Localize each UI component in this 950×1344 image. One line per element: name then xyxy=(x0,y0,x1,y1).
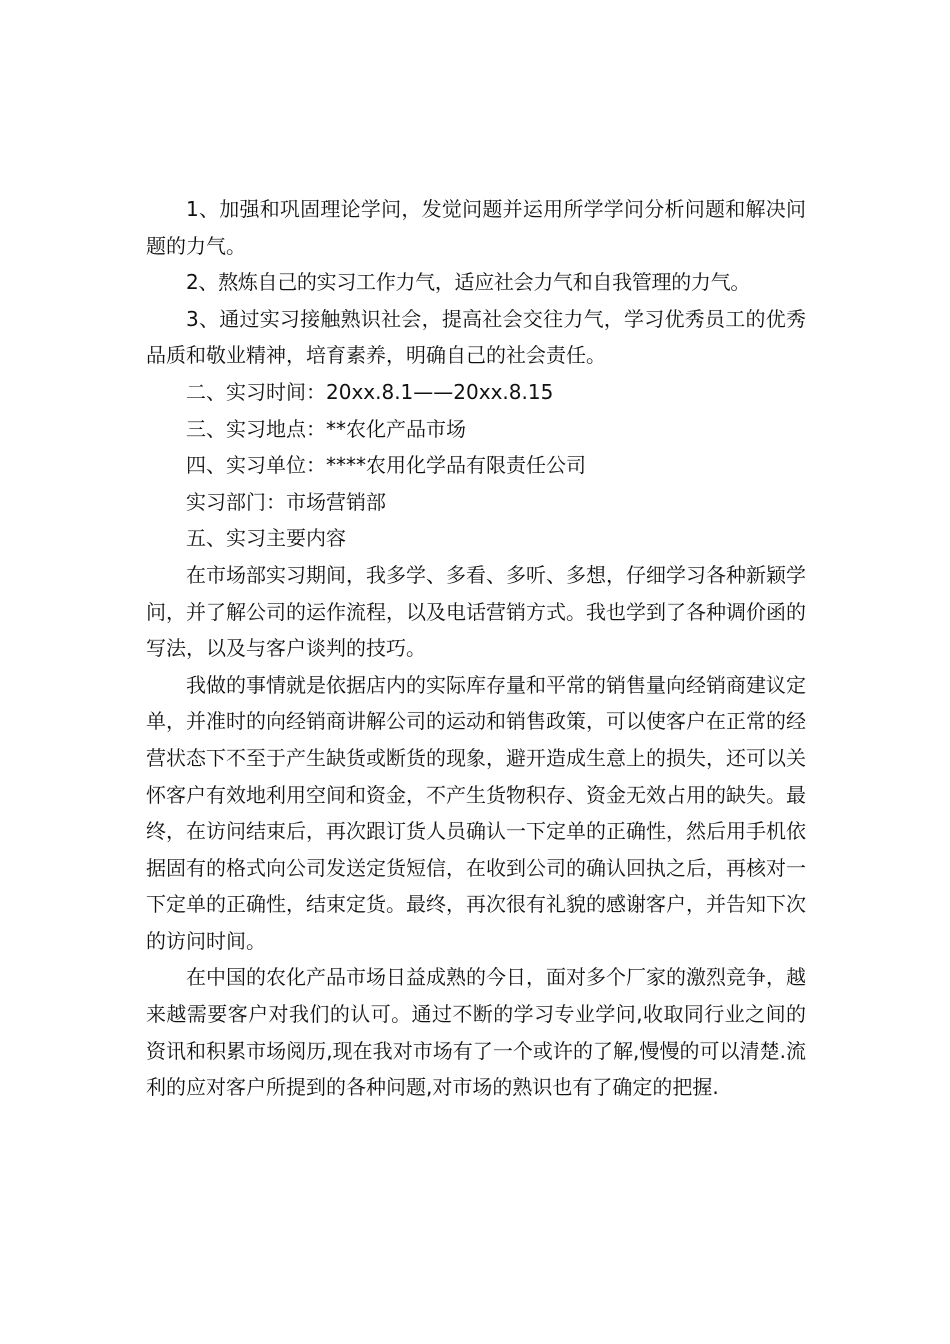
paragraph-content-2: 我做的事情就是依据店内的实际库存量和平常的销售量向经销商建议定单，并准时的向经销商讲解公司的运动和销售政策，可以使客户在正常的经营状态下不至于产生缺货或断货的现象，避开造成生意上的损失，还可以关怀客户有效地利用空间和资金，不产生货物积存、资金无效占用的缺失。最终，在访问结束后，再次跟订货人员确认一下定单的正确性，然后用手机依据固有的格式向公司发送定货短信，在收到公司的确认回执之后，再核对一下定单的正确性，结束定货。最终，再次很有礼貌的感谢客户，并告知下次的访问时间。 xyxy=(146,672,806,953)
paragraph-content-1: 在市场部实习期间，我多学、多看、多听、多想，仔细学习各种新颖学问，并了解公司的运作流程，以及电话营销方式。我也学到了各种调价函的写法，以及与客户谈判的技巧。 xyxy=(146,562,806,661)
document-body xyxy=(146,191,806,1106)
paragraph-internship-department: 实习部门：市场营销部 xyxy=(186,489,386,514)
paragraph-goal-2: 2、熬炼自己的实习工作力气，适应社会力气和自我管理的力气。 xyxy=(186,270,751,295)
paragraph-internship-company: 四、实习单位：****农用化学品有限责任公司 xyxy=(186,453,586,478)
paragraph-internship-time: 二、实习时间：20xx.8.1——20xx.8.15 xyxy=(186,379,554,404)
paragraph-content-3: 在中国的农化产品市场日益成熟的今日，面对多个厂家的激烈竞争，越来越需要客户对我们的认可。通过不断的学习专业学问,收取同行业之间的资讯和积累市场阅历,现在我对市场有了一个或许的了解,慢慢的可以清楚.流利的应对客户所提到的各种问题,对市场的熟识也有了确定的把握. xyxy=(146,965,806,1100)
paragraph-section-heading: 五、实习主要内容 xyxy=(186,526,346,551)
paragraph-goal-3: 3、通过实习接触熟识社会，提高社会交往力气，学习优秀员工的优秀品质和敬业精神，培育素养，明确自己的社会责任。 xyxy=(146,306,806,368)
paragraph-internship-location: 三、实习地点：**农化产品市场 xyxy=(186,416,466,441)
paragraph-goal-1: 1、加强和巩固理论学问，发觉问题并运用所学学问分析问题和解决问题的力气。 xyxy=(146,197,806,258)
